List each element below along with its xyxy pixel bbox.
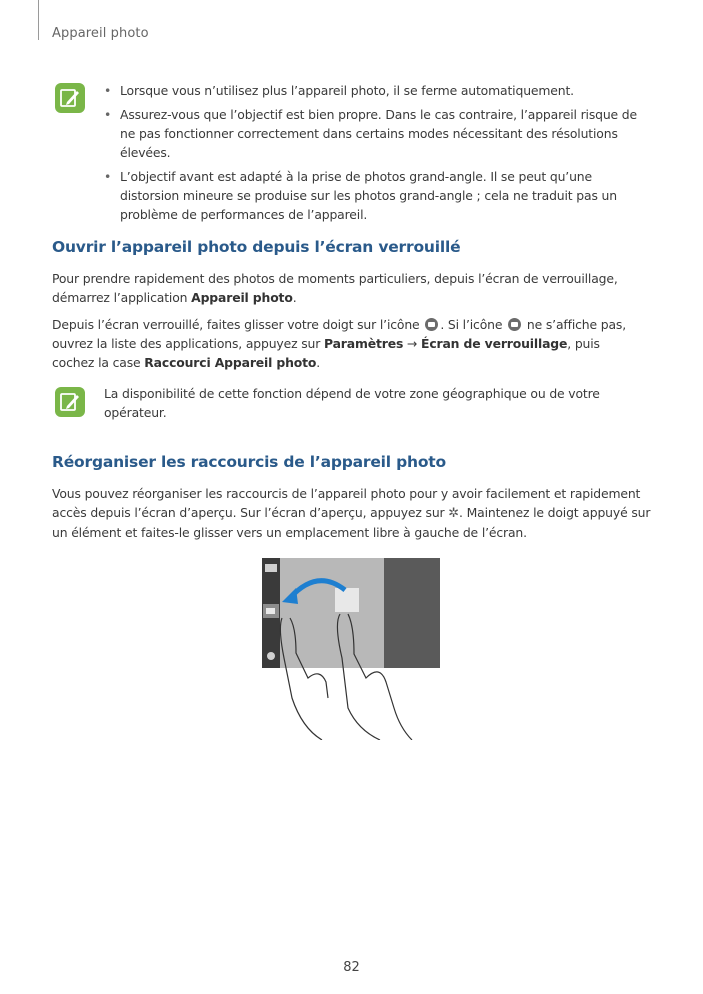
list-item: • Assurez-vous que l’objectif est bien propre. Dans le cas contraire, l’appareil risque de ne pas fonctionner correctement dans certains modes nécessitant des résolutions élevées. [104,105,644,162]
shortcut-drag-illustration [262,558,440,740]
gear-icon: ✲ [448,506,460,521]
note-bullet-list [104,81,644,229]
list-item: • L’objectif avant est adapté à la prise de photos grand-angle. Il se peut qu’une distorsion mineure se produise sur les photos grand-angle ; cela ne traduit pas un problème de performances de l’appareil. [104,167,644,224]
section-heading-lock-screen: Ouvrir l’appareil photo depuis l’écran verrouillé [52,238,461,256]
camera-icon [508,318,521,331]
note-pen-icon [55,387,85,417]
paragraph-shortcuts: Vous pouvez réorganiser les raccourcis de l’appareil photo pour y avoir facilement et rapidement accès depuis l’écran d’aperçu. Sur l’écran d’aperçu, appuyez sur ✲. Maintenez le doigt appuyé sur un élément et faites-le glisser vers un emplacement libre à gauche de l’écran. [52,486,651,540]
paragraph-lock-screen-intro: Pour prendre rapidement des photos de moments particuliers, depuis l’écran de verrouillage, démarrez l’application Appareil photo. [52,271,618,305]
header-rule [38,0,39,40]
section-heading-shortcuts: Réorganiser les raccourcis de l’appareil photo [52,453,446,471]
camera-icon [425,318,438,331]
note-availability: La disponibilité de cette fonction dépend de votre zone géographique ou de votre opérateur. [104,386,600,420]
paragraph-lock-screen-steps: Depuis l’écran verrouillé, faites glisser votre doigt sur l’icône . Si l’icône ne s’affiche pas, ouvrez la liste des applications, appuyez sur Paramètres → Écran de verrouillage, puis cochez la case Raccourci Appareil photo. [52,317,627,370]
list-item: • Lorsque vous n’utilisez plus l’appareil photo, il se ferme automatiquement. [104,81,644,100]
page-number: 82 [343,960,360,975]
page-header: Appareil photo [52,26,149,41]
note-pen-icon [55,83,85,113]
